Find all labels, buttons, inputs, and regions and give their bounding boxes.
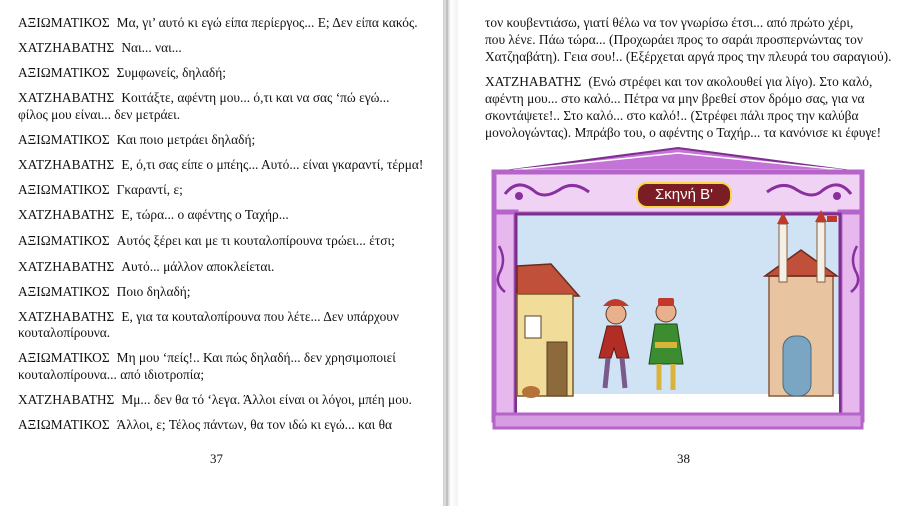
dialogue-line: [18, 366, 204, 383]
clay-pot: [522, 386, 540, 398]
dialogue-text: μονολογώντας). Μπράβο του, ο αφέντης ο Ταχήρ... τα κανόνισε κι έφυγε!: [485, 125, 882, 140]
dialogue-text: Ε, τώρα... ο αφέντης ο Ταχήρ...: [121, 207, 289, 222]
dialogue-line: [485, 90, 865, 107]
book-gutter: [443, 0, 458, 506]
dialogue-text: Άλλοι, ε; Τέλος πάντων, θα τον ιδώ κι εγώ... και θα: [116, 417, 393, 432]
dialogue-line: [18, 39, 182, 56]
dialogue-line: [18, 416, 392, 433]
dialogue-text: Γκαραντί, ε;: [116, 182, 183, 197]
dialogue-text: κουταλοπίρουνα.: [18, 325, 111, 340]
scroll-dot: [515, 192, 523, 200]
speaker-name: ΑΞΙΩΜΑΤΙΚΟΣ: [18, 417, 110, 432]
speaker-name: ΑΞΙΩΜΑΤΙΚΟΣ: [18, 132, 110, 147]
left-pillar: [494, 212, 516, 420]
theater-roof: [497, 148, 859, 172]
speaker-name: ΧΑΤΖΗΑΒΑΤΗΣ: [18, 392, 115, 407]
speaker-name: ΧΑΤΖΗΑΒΑΤΗΣ: [18, 40, 115, 55]
dialogue-line: [485, 107, 859, 124]
right-pillar: [840, 212, 862, 420]
dialogue-line: [18, 308, 399, 325]
palace-flag: [827, 216, 837, 222]
stage-floor: [517, 394, 839, 413]
officer-leg: [622, 358, 625, 388]
dialogue-line: [18, 391, 412, 408]
dialogue-line: [18, 258, 274, 275]
speaker-name: ΧΑΤΖΗΑΒΑΤΗΣ: [18, 157, 115, 172]
dialogue-text: Αυτό... μάλλον αποκλείεται.: [121, 259, 275, 274]
hatziavatis-sash: [655, 342, 677, 348]
dialogue-text: Συμφωνείς, δηλαδή;: [116, 65, 226, 80]
speaker-name: ΧΑΤΖΗΑΒΑΤΗΣ: [485, 74, 582, 89]
dialogue-line: [18, 156, 423, 173]
dialogue-text: Χατζηαβάτη). Γεια σου!.. (Εξέρχεται αργά προς την πλευρά του σαραγιού).: [485, 49, 892, 64]
speaker-name: ΑΞΙΩΜΑΤΙΚΟΣ: [18, 350, 110, 365]
palace-gate: [783, 336, 811, 396]
dialogue-text: Μη μου ‘πείς!.. Και πώς δηλαδή... δεν χρησιμοποιεί: [116, 350, 396, 365]
dialogue-text: Ε, για τα κουταλοπίρουνα που λέτε... Δεν υπάρχουν: [121, 309, 399, 324]
hatziavatis-fez: [658, 298, 674, 306]
speaker-name: ΑΞΙΩΜΑΤΙΚΟΣ: [18, 284, 110, 299]
dialogue-line: [18, 232, 395, 249]
dialogue-line: [18, 181, 183, 198]
dialogue-text: Και ποιο μετράει δηλαδή;: [116, 132, 256, 147]
dialogue-text: Αυτός ξέρει και με τι κουταλοπίρουνα τρώει... έτσι;: [116, 233, 395, 248]
minaret: [817, 222, 825, 282]
dialogue-text: φίλος μου είναι... δεν μετράει.: [18, 107, 181, 122]
dialogue-text: Ναι... ναι...: [121, 40, 182, 55]
speaker-name: ΑΞΙΩΜΑΤΙΚΟΣ: [18, 65, 110, 80]
dialogue-line: [485, 48, 891, 65]
dialogue-text: κουταλοπίρουνα... από ιδιοτροπία;: [18, 367, 205, 382]
dialogue-line: [18, 324, 110, 341]
dialogue-text: Μα, γι’ αυτό κι εγώ είπα περίεργος... Ε; Δεν είπα κακός.: [116, 15, 418, 30]
dialogue-line: [18, 89, 389, 106]
dialogue-line: [18, 106, 180, 123]
speaker-name: ΑΞΙΩΜΑΤΙΚΟΣ: [18, 182, 110, 197]
dialogue-line: [18, 283, 191, 300]
dialogue-line: [18, 349, 396, 366]
speaker-name: ΑΞΙΩΜΑΤΙΚΟΣ: [18, 15, 110, 30]
dialogue-text: που λένε. Πάω τώρα... (Προχωράει προς το σαράι προσπερνώντας τον: [485, 32, 863, 47]
hut-door: [547, 342, 567, 396]
speaker-name: ΧΑΤΖΗΑΒΑΤΗΣ: [18, 207, 115, 222]
speaker-name: ΧΑΤΖΗΑΒΑΤΗΣ: [18, 259, 115, 274]
speaker-name: ΑΞΙΩΜΑΤΙΚΟΣ: [18, 233, 110, 248]
hut-window: [525, 316, 541, 338]
scene-title-label: Σκηνή Β': [636, 182, 732, 208]
dialogue-text: Μμ... δεν θα τό ‘λεγα. Άλλοι είναι οι λόγοι, μπέη μου.: [121, 392, 412, 407]
page-number: 37: [210, 451, 223, 466]
page-number: 38: [677, 451, 690, 466]
dialogue-line: [485, 124, 881, 141]
minaret: [779, 224, 787, 282]
dialogue-line: [485, 73, 872, 90]
dialogue-line: [18, 64, 226, 81]
puppet-theater-illustration: [491, 146, 865, 430]
dialogue-line: [18, 206, 289, 223]
dialogue-line: [485, 31, 863, 48]
dialogue-text: Ε, ό,τι σας είπε ο μπέης... Αυτό... είναι γκαραντί, τέρμα!: [121, 157, 424, 172]
left-page: [0, 0, 443, 506]
scroll-dot: [833, 192, 841, 200]
speaker-name: ΧΑΤΖΗΑΒΑΤΗΣ: [18, 309, 115, 324]
dialogue-text: αφέντη μου... στο καλό... Πέτρα να μην βρεθεί στον δρόμο σας, για να: [485, 91, 865, 106]
officer-leg: [605, 358, 608, 388]
dialogue-text: Ποιο δηλαδή;: [116, 284, 191, 299]
dialogue-text: Κοιτάξτε, αφέντη μου... ό,τι και να σας ‘πώ εγώ...: [121, 90, 390, 105]
officer-head: [606, 304, 626, 324]
theater-base: [494, 414, 862, 428]
dialogue-line: [18, 14, 418, 31]
dialogue-text: σκοντάψετε!.. Στο καλό... στο καλό!.. (Στρέφει πάλι προς την καλύβα: [485, 108, 859, 123]
speaker-name: ΧΑΤΖΗΑΒΑΤΗΣ: [18, 90, 115, 105]
dialogue-line: [485, 14, 853, 31]
dialogue-text: (Ενώ στρέφει και τον ακολουθεί για λίγο). Στο καλό,: [588, 74, 873, 89]
dialogue-text: τον κουβεντιάσω, γιατί θέλω να τον γνωρίσω έτσι... από πρώτο χέρι,: [485, 15, 854, 30]
dialogue-line: [18, 131, 255, 148]
